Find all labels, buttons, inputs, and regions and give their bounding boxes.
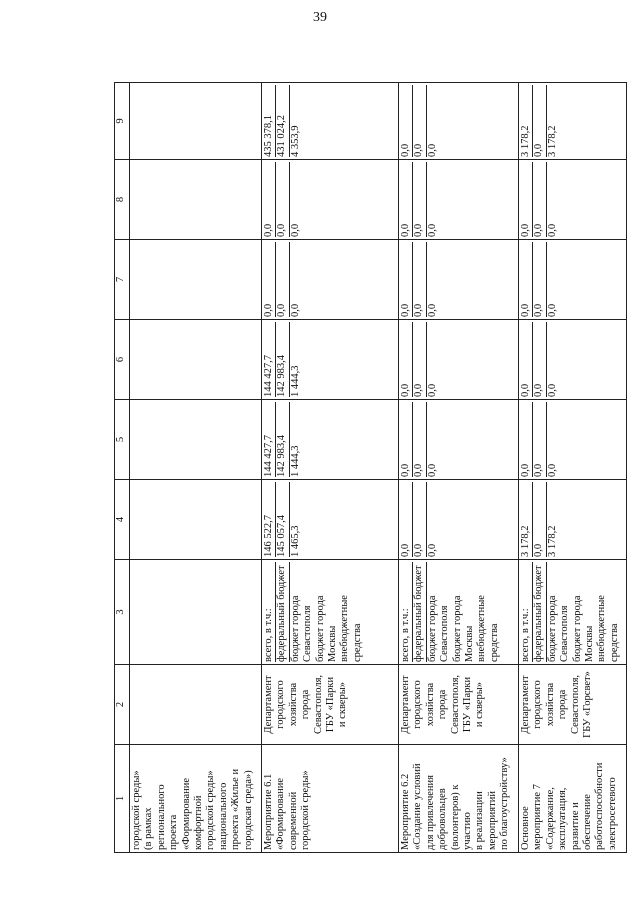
activity-name-cell-line: «Создание условий [412, 763, 424, 850]
amount-cell [130, 400, 262, 480]
funding-source-cell-line: Москвы [464, 625, 476, 662]
executor-cell-line: ГБУ «Горсвет» [582, 671, 594, 738]
executor-cell-line: ГБУ «Парки [325, 676, 337, 733]
activity-name-cell-line: Мероприятие 6.2 [400, 773, 411, 850]
table-row [262, 83, 399, 853]
executor-cell [399, 665, 519, 745]
amount-cell-line: 0,0 [400, 322, 413, 397]
table-row [130, 83, 262, 853]
amount-cell-line: 0,0 [413, 402, 426, 477]
amount-cell-line: 0,0 [400, 402, 413, 477]
executor-cell-line: Департамент [520, 675, 531, 734]
activity-name-cell [130, 745, 262, 853]
amount-cell-line: 0,0 [533, 322, 546, 397]
funding-source-cell-line: Севастополя [559, 605, 571, 662]
executor-cell-line: городского [532, 680, 544, 729]
activity-name-cell-line: «Содержание, [544, 787, 556, 850]
activity-name-cell-line: работоспособности [594, 762, 606, 850]
amount-cell-line: 144 427,7 [263, 322, 276, 397]
funding-source-cell-line: бюджет города [426, 595, 438, 662]
funding-source-cell [262, 560, 399, 665]
rotated-table-container [114, 83, 620, 853]
activity-name-cell-line: для привлечения [424, 775, 436, 850]
funding-source-cell-line: внебюджетные [339, 595, 351, 662]
activity-name-cell-line: городская среда») [242, 770, 254, 850]
amount-cell-line: 0,0 [400, 242, 413, 317]
executor-cell-line: хозяйства города [287, 682, 312, 727]
activity-name-cell-line: городской среды» [131, 770, 142, 850]
executor-cell-line: хозяйства города [544, 682, 569, 727]
activity-name-cell-line: (в рамках [143, 807, 155, 850]
activity-name-cell-line: в реализации [474, 791, 486, 850]
executor-cell-line: городского [275, 680, 287, 729]
amount-cell-line: 0,0 [400, 162, 413, 237]
amount-cell-line: 0,0 [546, 303, 558, 317]
column-header: 9 [115, 83, 130, 160]
amount-cell [399, 83, 519, 160]
amount-cell-line: 146 522,7 [263, 482, 276, 557]
amount-cell-line: 0,0 [400, 482, 413, 557]
amount-cell-line: 0,0 [533, 162, 546, 237]
activity-name-cell-line: мероприятий [486, 791, 498, 850]
funding-source-cell [519, 560, 627, 665]
amount-cell-line: 0,0 [289, 303, 301, 317]
amount-cell-line: 0,0 [413, 85, 426, 157]
amount-cell-line: 0,0 [546, 463, 558, 477]
amount-cell [262, 160, 399, 240]
amount-cell-line: 0,0 [533, 402, 546, 477]
executor-cell-line: и скверы» [337, 681, 349, 728]
amount-cell-line: 0,0 [276, 242, 289, 317]
column-header: 6 [115, 320, 130, 400]
activity-name-cell-line: национального [217, 782, 229, 850]
funding-source-cell-line: Севастополя [439, 605, 451, 662]
table-row [519, 83, 627, 853]
column-header: 4 [115, 480, 130, 560]
amount-cell-line: 142 983,4 [276, 402, 289, 477]
activity-name-cell-line: городской среды» [205, 770, 217, 850]
amount-cell-line: 0,0 [426, 383, 438, 397]
funding-source-cell-line: всего, в т.ч.: [520, 562, 533, 662]
amount-cell-line: 0,0 [413, 482, 426, 557]
amount-cell [130, 320, 262, 400]
amount-cell [130, 240, 262, 320]
executor-cell [262, 665, 399, 745]
funding-source-cell-line: федеральный бюджет [533, 562, 546, 662]
amount-cell-line: 3 178,2 [520, 482, 533, 557]
executor-cell-line: Севастополя, [312, 674, 324, 735]
funding-source-cell-line: бюджет города [571, 595, 583, 662]
amount-cell [130, 160, 262, 240]
activity-name-cell-line: электросетевого [606, 777, 618, 850]
amount-cell-line: 0,0 [413, 322, 426, 397]
activity-name-cell-line: мероприятие 7 [532, 784, 544, 850]
amount-cell-line: 0,0 [426, 143, 438, 157]
amount-cell [519, 320, 627, 400]
activity-name-cell-line: Мероприятие 6.1 [263, 773, 274, 850]
executor-cell-line: Департамент [263, 675, 274, 734]
amount-cell-line: 1 444,3 [289, 445, 301, 477]
amount-cell-line: 0,0 [426, 463, 438, 477]
activity-name-cell-line: городской среды» [300, 770, 312, 850]
amount-cell-line: 4 353,9 [289, 125, 301, 157]
amount-cell [399, 400, 519, 480]
amount-cell [399, 160, 519, 240]
activity-name-cell-line: проекта [168, 814, 180, 850]
column-header: 7 [115, 240, 130, 320]
activity-name-cell-line: по благоустройству» [499, 757, 511, 850]
activity-name-cell-line: обеспечение [582, 794, 594, 850]
activity-name-cell [262, 745, 399, 853]
amount-cell-line: 0,0 [520, 242, 533, 317]
funding-source-cell [399, 560, 519, 665]
amount-cell-line: 0,0 [533, 482, 546, 557]
column-header: 3 [115, 560, 130, 665]
amount-cell-line: 0,0 [413, 242, 426, 317]
amount-cell-line: 3 178,2 [546, 525, 558, 557]
amount-cell-line: 3 178,2 [546, 125, 558, 157]
amount-cell-line: 0,0 [289, 223, 301, 237]
amount-cell [262, 480, 399, 560]
amount-cell [519, 400, 627, 480]
funding-source-cell-line: Севастополя [302, 605, 314, 662]
executor-cell-line: Севастополя, [569, 674, 581, 735]
activity-name-cell-line: Основное [520, 806, 531, 850]
amount-cell-line: 0,0 [546, 223, 558, 237]
amount-cell-line: 0,0 [426, 303, 438, 317]
amount-cell [519, 480, 627, 560]
activity-name-cell-line: развитие и [569, 802, 581, 850]
column-header: 5 [115, 400, 130, 480]
funding-source-cell-line: средства [608, 623, 620, 662]
funding-source-cell-line: средства [351, 623, 363, 662]
column-header: 1 [115, 745, 130, 853]
amount-cell-line: 145 057,4 [276, 482, 289, 557]
activity-name-cell-line: эксплуатация, [557, 787, 569, 850]
amount-cell-line: 142 983,4 [276, 322, 289, 397]
activity-name-cell [519, 745, 627, 853]
amount-cell [262, 83, 399, 160]
amount-cell [519, 83, 627, 160]
amount-cell-line: 1 465,3 [289, 525, 301, 557]
executor-cell-line: Севастополя, [449, 674, 461, 735]
funding-source-cell-line: всего, в т.ч.: [400, 562, 413, 662]
amount-cell [130, 480, 262, 560]
executor-cell-line: хозяйства города [424, 682, 449, 727]
amount-cell [262, 320, 399, 400]
amount-cell-line: 3 178,2 [520, 85, 533, 157]
amount-cell-line: 0,0 [533, 85, 546, 157]
amount-cell-line: 0,0 [276, 162, 289, 237]
table-row [399, 83, 519, 853]
funding-source-cell-line: внебюджетные [596, 595, 608, 662]
amount-cell [519, 160, 627, 240]
budget-table [114, 82, 627, 853]
amount-cell-line: 0,0 [520, 402, 533, 477]
amount-cell-line: 0,0 [413, 162, 426, 237]
amount-cell [399, 240, 519, 320]
executor-cell-line: Департамент [400, 675, 411, 734]
amount-cell-line: 431 024,2 [276, 85, 289, 157]
funding-source-cell-line: средства [488, 623, 500, 662]
amount-cell [262, 240, 399, 320]
activity-name-cell-line: добровольцев [437, 788, 449, 850]
activity-name-cell-line: регионального [155, 784, 167, 850]
activity-name-cell-line: «Формирование [180, 777, 192, 850]
executor-cell [130, 665, 262, 745]
activity-name-cell-line: участию [462, 812, 474, 850]
page-number: 39 [313, 10, 327, 25]
funding-source-cell [130, 560, 262, 665]
activity-name-cell-line: комфортной [193, 795, 205, 850]
amount-cell-line: 0,0 [263, 242, 276, 317]
funding-source-cell-line: бюджет города [451, 595, 463, 662]
funding-source-cell-line: бюджет города [314, 595, 326, 662]
amount-cell-line: 0,0 [400, 85, 413, 157]
funding-source-cell-line: внебюджетные [476, 595, 488, 662]
activity-name-cell-line: современной [287, 791, 299, 850]
amount-cell-line: 0,0 [546, 383, 558, 397]
amount-cell-line: 0,0 [520, 162, 533, 237]
executor-cell-line: ГБУ «Парки [462, 676, 474, 733]
funding-source-cell-line: бюджет города [289, 595, 301, 662]
column-number-row [115, 83, 130, 853]
amount-cell-line: 0,0 [263, 162, 276, 237]
amount-cell-line: 0,0 [426, 223, 438, 237]
amount-cell [399, 320, 519, 400]
amount-cell-line: 1 444,3 [289, 365, 301, 397]
amount-cell [519, 240, 627, 320]
activity-name-cell-line: «Формирование [275, 777, 287, 850]
amount-cell-line: 0,0 [426, 543, 438, 557]
amount-cell [262, 400, 399, 480]
executor-cell-line: городского [412, 680, 424, 729]
activity-name-cell-line: (волонтеров) к [449, 784, 461, 850]
funding-source-cell-line: Москвы [584, 625, 596, 662]
column-header: 2 [115, 665, 130, 745]
amount-cell [130, 83, 262, 160]
activity-name-cell [399, 745, 519, 853]
executor-cell-line: и скверы» [474, 681, 486, 728]
amount-cell [399, 480, 519, 560]
funding-source-cell-line: федеральный бюджет [276, 562, 289, 662]
funding-source-cell-line: федеральный бюджет [413, 562, 426, 662]
funding-source-cell-line: всего, в т.ч.: [263, 562, 276, 662]
funding-source-cell-line: Москвы [327, 625, 339, 662]
funding-source-cell-line: бюджет города [546, 595, 558, 662]
amount-cell-line: 144 427,7 [263, 402, 276, 477]
amount-cell-line: 435 378,1 [263, 85, 276, 157]
activity-name-cell-line: проекта «Жилье и [230, 768, 242, 850]
amount-cell-line: 0,0 [533, 242, 546, 317]
amount-cell-line: 0,0 [520, 322, 533, 397]
executor-cell [519, 665, 627, 745]
column-header: 8 [115, 160, 130, 240]
